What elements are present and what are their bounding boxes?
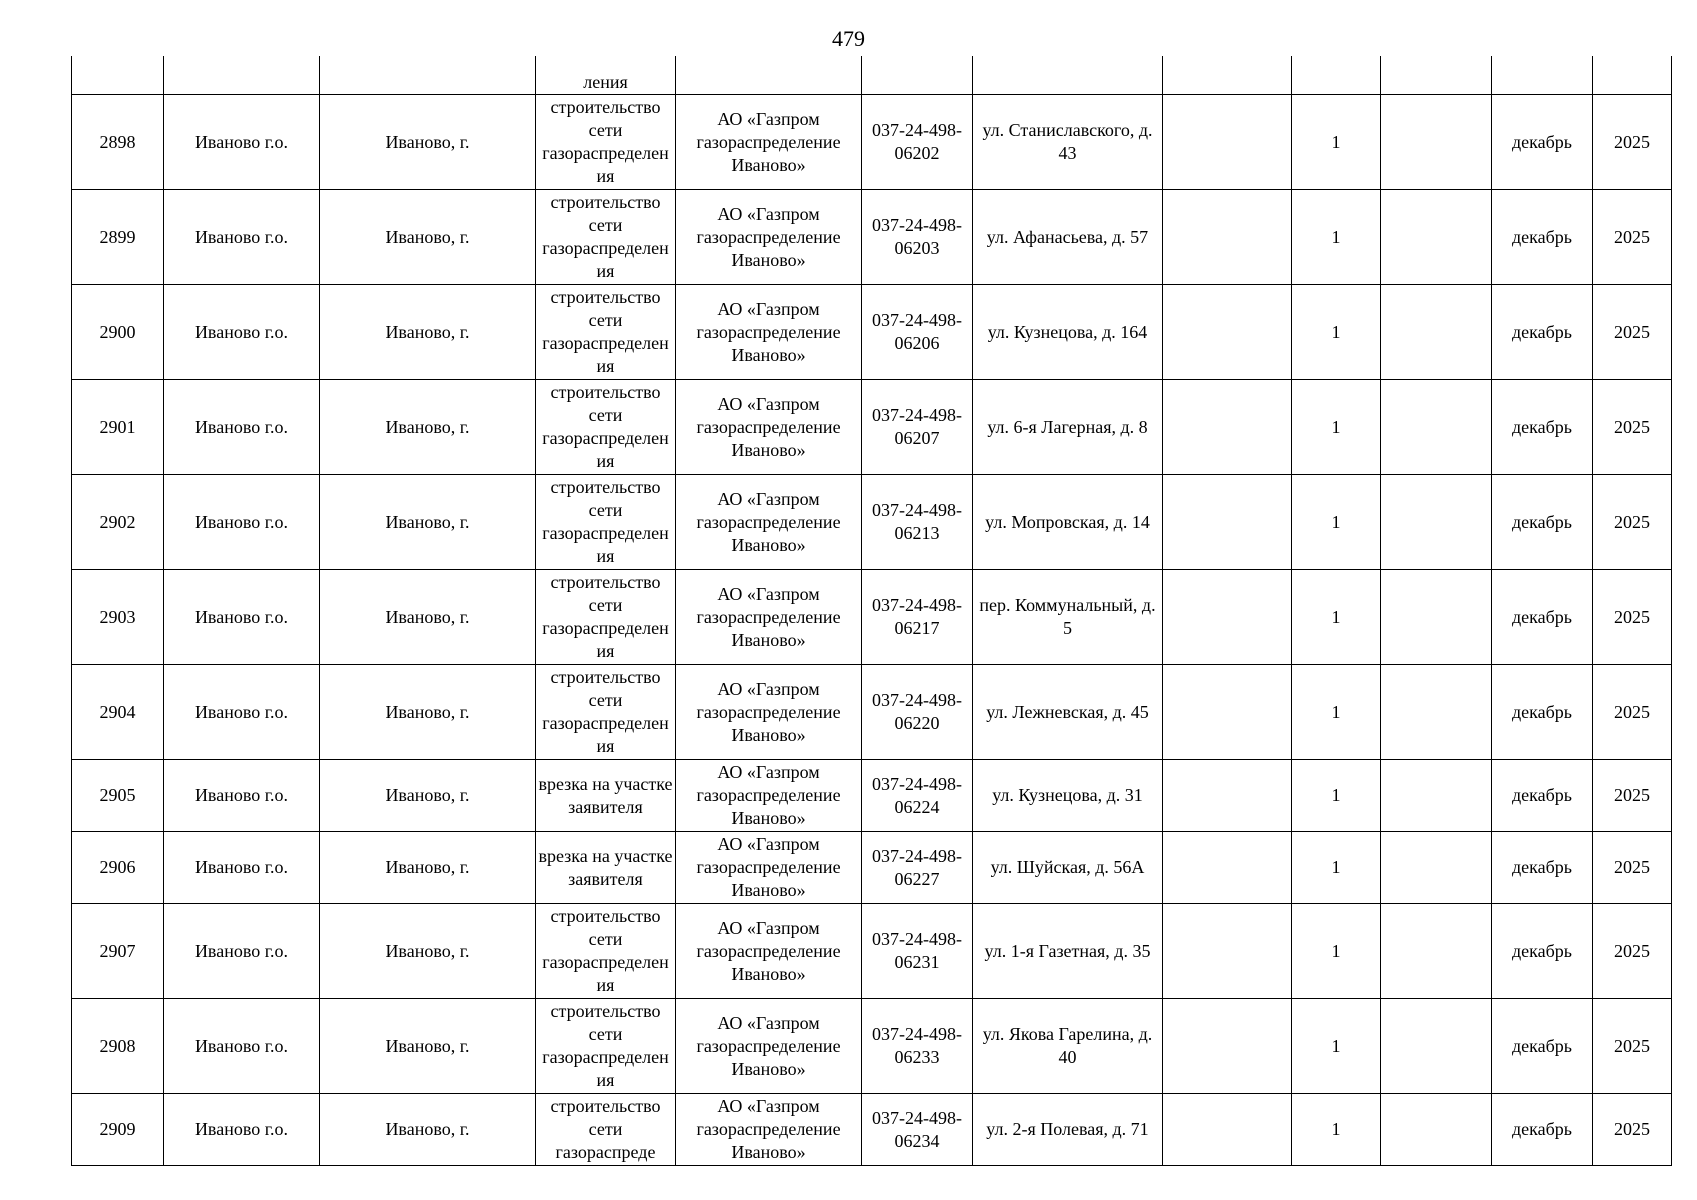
cell-code: 037-24-498-06202 (862, 95, 973, 190)
cell-col10 (1381, 285, 1492, 380)
cell-work: строительство сети газораспределения (536, 475, 676, 570)
cell-year: 2025 (1593, 190, 1672, 285)
cell-col8 (1163, 190, 1292, 285)
continuation-row (72, 56, 1672, 95)
cell-count: 1 (1292, 1094, 1381, 1166)
cell-month: декабрь (1492, 665, 1593, 760)
cell-org: АО «Газпром газораспределение Иваново» (676, 380, 862, 475)
cell-code: 037-24-498-06207 (862, 380, 973, 475)
cell-month: декабрь (1492, 1094, 1593, 1166)
cell-district: Иваново г.о. (164, 475, 320, 570)
table-body (72, 56, 1672, 1166)
cell-org: АО «Газпром газораспределение Иваново» (676, 570, 862, 665)
cell-code: 037-24-498-06233 (862, 999, 973, 1094)
cell-month: декабрь (1492, 285, 1593, 380)
cell-address: ул. Лежневская, д. 45 (973, 665, 1163, 760)
table-row (72, 999, 1672, 1094)
cell-col10 (1381, 832, 1492, 904)
cell-year: 2025 (1593, 760, 1672, 832)
cell-count: 1 (1292, 665, 1381, 760)
cell-work: строительство сети газораспределения (536, 570, 676, 665)
cell-address: ул. 2-я Полевая, д. 71 (973, 1094, 1163, 1166)
cell-count: 1 (1292, 285, 1381, 380)
table-row (72, 665, 1672, 760)
cell-work: строительство сети газораспределения (536, 999, 676, 1094)
cell-year: 2025 (1593, 999, 1672, 1094)
cell-id: 2905 (72, 760, 164, 832)
table-row (72, 1094, 1672, 1166)
cell-month: декабрь (1492, 999, 1593, 1094)
cell-code: 037-24-498-06234 (862, 1094, 973, 1166)
cell-address: ул. Кузнецова, д. 31 (973, 760, 1163, 832)
cell-col8 (1163, 56, 1292, 95)
cell-district: Иваново г.о. (164, 190, 320, 285)
cell-locality: Иваново, г. (320, 190, 536, 285)
cell-work: строительство сети газораспределения (536, 95, 676, 190)
cell-id: 2907 (72, 904, 164, 999)
cell-month: декабрь (1492, 760, 1593, 832)
cell-year: 2025 (1593, 570, 1672, 665)
cell-address (973, 56, 1163, 95)
cell-count: 1 (1292, 570, 1381, 665)
cell-col10 (1381, 570, 1492, 665)
cell-year: 2025 (1593, 1094, 1672, 1166)
cell-code: 037-24-498-06224 (862, 760, 973, 832)
cell-month: декабрь (1492, 570, 1593, 665)
cell-col10 (1381, 999, 1492, 1094)
cell-col8 (1163, 832, 1292, 904)
cell-code: 037-24-498-06206 (862, 285, 973, 380)
cell-address: ул. Кузнецова, д. 164 (973, 285, 1163, 380)
cell-year: 2025 (1593, 95, 1672, 190)
cell-address: ул. 1-я Газетная, д. 35 (973, 904, 1163, 999)
cell-work: строительство сети газораспределения (536, 665, 676, 760)
cell-address: пер. Коммунальный, д. 5 (973, 570, 1163, 665)
cell-address: ул. Шуйская, д. 56А (973, 832, 1163, 904)
table-row (72, 904, 1672, 999)
table-row (72, 760, 1672, 832)
cell-code: 037-24-498-06227 (862, 832, 973, 904)
cell-month: декабрь (1492, 190, 1593, 285)
cell-col8 (1163, 475, 1292, 570)
cell-id: 2903 (72, 570, 164, 665)
cell-year: 2025 (1593, 380, 1672, 475)
table-row (72, 832, 1672, 904)
cell-id: 2898 (72, 95, 164, 190)
cell-col10 (1381, 190, 1492, 285)
cell-year (1593, 56, 1672, 95)
cell-district: Иваново г.о. (164, 999, 320, 1094)
cell-col8 (1163, 570, 1292, 665)
cell-col8 (1163, 1094, 1292, 1166)
cell-locality: Иваново, г. (320, 380, 536, 475)
cell-locality: Иваново, г. (320, 95, 536, 190)
cell-work: строительство сети газораспределения (536, 904, 676, 999)
cell-org: АО «Газпром газораспределение Иваново» (676, 999, 862, 1094)
cell-org: АО «Газпром газораспределение Иваново» (676, 832, 862, 904)
cell-code: 037-24-498-06203 (862, 190, 973, 285)
cell-col8 (1163, 665, 1292, 760)
cell-locality (320, 56, 536, 95)
cell-code (862, 56, 973, 95)
cell-work: ления (536, 56, 676, 95)
cell-code: 037-24-498-06231 (862, 904, 973, 999)
cell-count: 1 (1292, 760, 1381, 832)
cell-month: декабрь (1492, 380, 1593, 475)
cell-org: АО «Газпром газораспределение Иваново» (676, 475, 862, 570)
cell-district (164, 56, 320, 95)
cell-locality: Иваново, г. (320, 999, 536, 1094)
cell-locality: Иваново, г. (320, 832, 536, 904)
cell-district: Иваново г.о. (164, 95, 320, 190)
cell-count (1292, 56, 1381, 95)
cell-month: декабрь (1492, 95, 1593, 190)
cell-col10 (1381, 95, 1492, 190)
cell-code: 037-24-498-06217 (862, 570, 973, 665)
cell-count: 1 (1292, 475, 1381, 570)
cell-year: 2025 (1593, 904, 1672, 999)
cell-locality: Иваново, г. (320, 760, 536, 832)
cell-work: строительство сети газораспределения (536, 380, 676, 475)
cell-year: 2025 (1593, 285, 1672, 380)
cell-work: врезка на участке заявителя (536, 832, 676, 904)
table-row (72, 95, 1672, 190)
cell-col10 (1381, 56, 1492, 95)
table-row (72, 570, 1672, 665)
cell-district: Иваново г.о. (164, 570, 320, 665)
cell-work: строительство сети газораспределения (536, 190, 676, 285)
cell-org (676, 56, 862, 95)
cell-address: ул. Станиславского, д. 43 (973, 95, 1163, 190)
cell-col10 (1381, 760, 1492, 832)
cell-id (72, 56, 164, 95)
cell-district: Иваново г.о. (164, 904, 320, 999)
cell-count: 1 (1292, 904, 1381, 999)
cell-org: АО «Газпром газораспределение Иваново» (676, 760, 862, 832)
cell-id: 2904 (72, 665, 164, 760)
cell-count: 1 (1292, 380, 1381, 475)
cell-col10 (1381, 380, 1492, 475)
cell-work: строительство сети газораспределения (536, 285, 676, 380)
cell-address: ул. Мопровская, д. 14 (973, 475, 1163, 570)
cell-month: декабрь (1492, 475, 1593, 570)
cell-count: 1 (1292, 999, 1381, 1094)
cell-count: 1 (1292, 832, 1381, 904)
cell-col10 (1381, 475, 1492, 570)
cell-id: 2902 (72, 475, 164, 570)
cell-org: АО «Газпром газораспределение Иваново» (676, 285, 862, 380)
cell-year: 2025 (1593, 832, 1672, 904)
cell-month: декабрь (1492, 904, 1593, 999)
cell-col10 (1381, 1094, 1492, 1166)
cell-district: Иваново г.о. (164, 832, 320, 904)
table-row (72, 285, 1672, 380)
cell-org: АО «Газпром газораспределение Иваново» (676, 95, 862, 190)
cell-year: 2025 (1593, 665, 1672, 760)
cell-month: декабрь (1492, 832, 1593, 904)
cell-org: АО «Газпром газораспределение Иваново» (676, 190, 862, 285)
cell-district: Иваново г.о. (164, 285, 320, 380)
cell-district: Иваново г.о. (164, 760, 320, 832)
cell-district: Иваново г.о. (164, 380, 320, 475)
cell-locality: Иваново, г. (320, 904, 536, 999)
cell-address: ул. Якова Гарелина, д. 40 (973, 999, 1163, 1094)
cell-id: 2901 (72, 380, 164, 475)
cell-work: строительство сети газораспреде (536, 1094, 676, 1166)
cell-month (1492, 56, 1593, 95)
table-row (72, 380, 1672, 475)
cell-org: АО «Газпром газораспределение Иваново» (676, 665, 862, 760)
cell-year: 2025 (1593, 475, 1672, 570)
cell-col8 (1163, 904, 1292, 999)
cell-code: 037-24-498-06220 (862, 665, 973, 760)
table-row (72, 190, 1672, 285)
cell-col8 (1163, 999, 1292, 1094)
cell-work: врезка на участке заявителя (536, 760, 676, 832)
cell-id: 2900 (72, 285, 164, 380)
cell-locality: Иваново, г. (320, 1094, 536, 1166)
table-row (72, 475, 1672, 570)
cell-col8 (1163, 95, 1292, 190)
cell-locality: Иваново, г. (320, 570, 536, 665)
cell-id: 2906 (72, 832, 164, 904)
page-number: 479 (832, 26, 865, 51)
cell-id: 2899 (72, 190, 164, 285)
cell-address: ул. 6-я Лагерная, д. 8 (973, 380, 1163, 475)
cell-address: ул. Афанасьева, д. 57 (973, 190, 1163, 285)
cell-district: Иваново г.о. (164, 665, 320, 760)
cell-locality: Иваново, г. (320, 285, 536, 380)
cell-col8 (1163, 760, 1292, 832)
registry-table (71, 56, 1672, 1166)
cell-district: Иваново г.о. (164, 1094, 320, 1166)
cell-org: АО «Газпром газораспределение Иваново» (676, 1094, 862, 1166)
cell-locality: Иваново, г. (320, 665, 536, 760)
cell-col8 (1163, 380, 1292, 475)
cell-col10 (1381, 665, 1492, 760)
cell-id: 2908 (72, 999, 164, 1094)
cell-col8 (1163, 285, 1292, 380)
cell-id: 2909 (72, 1094, 164, 1166)
cell-count: 1 (1292, 95, 1381, 190)
cell-locality: Иваново, г. (320, 475, 536, 570)
cell-code: 037-24-498-06213 (862, 475, 973, 570)
cell-org: АО «Газпром газораспределение Иваново» (676, 904, 862, 999)
cell-count: 1 (1292, 190, 1381, 285)
cell-col10 (1381, 904, 1492, 999)
